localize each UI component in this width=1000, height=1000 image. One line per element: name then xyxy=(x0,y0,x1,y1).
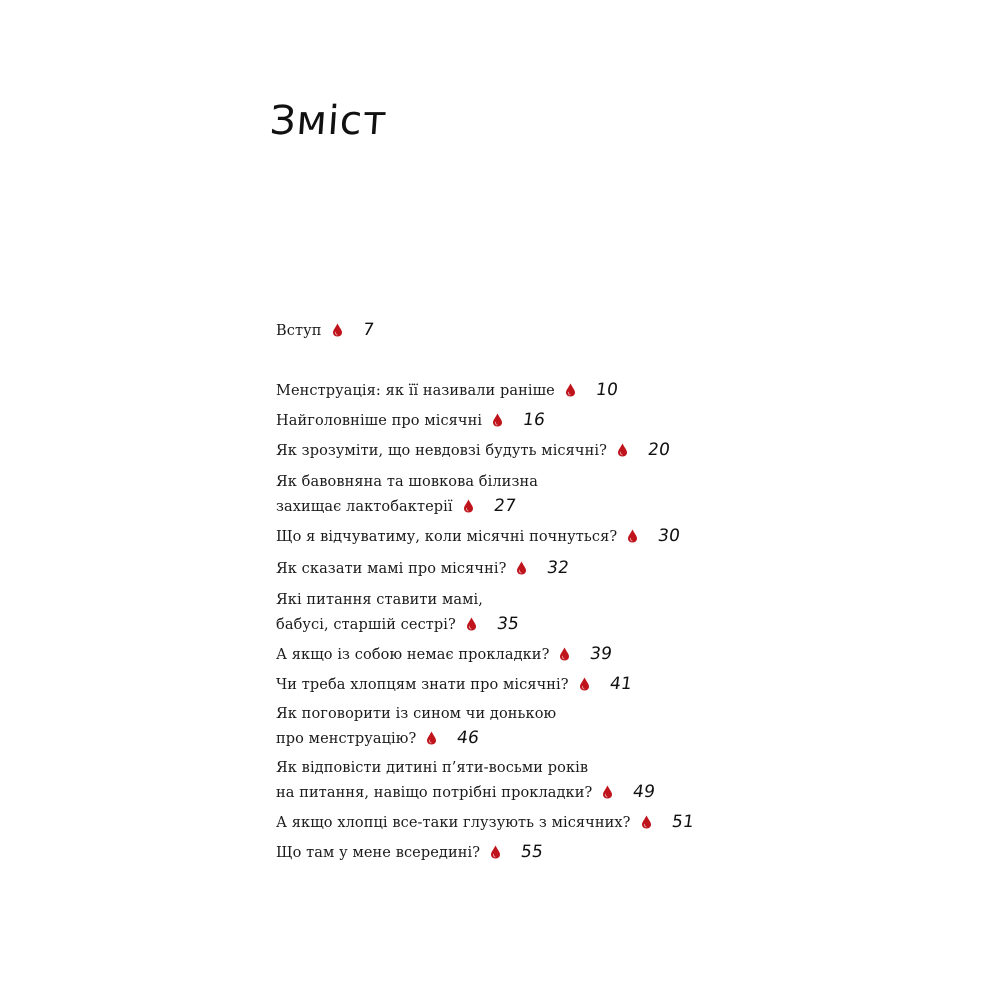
toc-entry[interactable] xyxy=(276,642,612,666)
toc-entry[interactable] xyxy=(276,840,543,864)
toc-entry[interactable] xyxy=(276,318,373,342)
toc-entry-line xyxy=(276,588,519,612)
blood-drop-icon xyxy=(492,413,503,427)
toc-entry[interactable] xyxy=(276,702,556,750)
toc-entry-title: Вступ xyxy=(276,323,322,339)
blood-drop-icon xyxy=(516,561,527,575)
toc-page-number: 10 xyxy=(594,380,620,400)
toc-entry[interactable] xyxy=(276,408,545,432)
toc-entry-line xyxy=(276,612,519,636)
toc-entry-line xyxy=(276,780,655,804)
blood-drop-icon xyxy=(426,731,437,745)
toc-entry[interactable] xyxy=(276,810,693,834)
toc-entry-line xyxy=(276,672,631,696)
toc-page-number: 51 xyxy=(670,812,695,832)
toc-entry-title: Які питання ставити мамі, xyxy=(276,592,483,608)
toc-entry-title: А якщо із собою немає прокладки? xyxy=(276,647,550,663)
toc-entry-title: про менструацію? xyxy=(276,731,417,747)
toc-page-number: 7 xyxy=(361,320,375,340)
toc-entry-title: А якщо хлопці все-таки глузують з місячних? xyxy=(276,815,631,831)
toc-entry[interactable] xyxy=(276,438,670,462)
blood-drop-icon xyxy=(463,499,474,513)
toc-page-number: 35 xyxy=(495,614,521,634)
toc-entry-title: Найголовніше про місячні xyxy=(276,413,483,429)
toc-page-number: 16 xyxy=(521,410,547,430)
toc-page-number: 30 xyxy=(656,526,682,546)
toc-entry-title: Що я відчуватиму, коли місячні почнуться? xyxy=(276,529,618,545)
toc-entry-line xyxy=(276,702,556,726)
toc-entry[interactable] xyxy=(276,378,618,402)
blood-drop-icon xyxy=(559,647,570,661)
toc-entry-line xyxy=(276,470,538,494)
toc-entry-line xyxy=(276,840,543,864)
toc-entry[interactable] xyxy=(276,556,569,580)
toc-entry-line xyxy=(276,438,670,462)
toc-entry[interactable] xyxy=(276,756,655,804)
toc-page-number: 46 xyxy=(455,728,481,748)
toc-entry-line xyxy=(276,756,655,780)
blood-drop-icon xyxy=(565,383,576,397)
blood-drop-icon xyxy=(466,617,477,631)
toc-entry-line xyxy=(276,408,545,432)
toc-entry-title: Як поговорити із сином чи донькою xyxy=(276,706,557,722)
toc-entry[interactable] xyxy=(276,524,680,548)
table-of-contents xyxy=(276,0,956,1000)
toc-entry-line xyxy=(276,378,618,402)
toc-entry-line xyxy=(276,726,556,750)
toc-entry-title: Як зрозуміти, що невдовзі будуть місячні? xyxy=(276,443,607,459)
toc-entry-line xyxy=(276,524,680,548)
toc-entry-title: Як відповісти дитині п’яти-восьми років xyxy=(276,760,589,776)
toc-entry-title: Як бавовняна та шовкова білизна xyxy=(276,474,538,490)
toc-entry-title: Що там у мене всередині? xyxy=(276,845,481,861)
toc-entry-title: Як сказати мамі про місячні? xyxy=(276,561,507,577)
toc-page-number: 32 xyxy=(546,558,571,578)
toc-entry-title: Чи треба хлопцям знати про місячні? xyxy=(276,677,569,693)
blood-drop-icon xyxy=(332,323,343,337)
blood-drop-icon xyxy=(617,443,628,457)
toc-page-number: 39 xyxy=(589,644,614,664)
toc-page-number: 55 xyxy=(519,842,545,862)
toc-entry[interactable] xyxy=(276,588,519,636)
toc-page-number: 49 xyxy=(631,782,657,802)
toc-entry-line xyxy=(276,494,538,518)
toc-entry[interactable] xyxy=(276,672,631,696)
blood-drop-icon xyxy=(490,845,501,859)
toc-page-number: 41 xyxy=(608,674,633,694)
blood-drop-icon xyxy=(602,785,613,799)
toc-entry-line xyxy=(276,642,612,666)
toc-entry-line xyxy=(276,810,693,834)
blood-drop-icon xyxy=(579,677,590,691)
toc-entry-title: бабусі, старшій сестрі? xyxy=(276,617,456,633)
toc-entry-title: Менструація: як її називали раніше xyxy=(276,383,555,399)
toc-entry-title: захищає лактобактерії xyxy=(276,499,453,515)
toc-entry-line xyxy=(276,556,569,580)
toc-entry-line xyxy=(276,318,373,342)
page-title: Зміст xyxy=(268,98,389,144)
toc-page-number: 27 xyxy=(492,496,517,516)
toc-entry-title: на питання, навіщо потрібні прокладки? xyxy=(276,785,593,801)
blood-drop-icon xyxy=(627,529,638,543)
toc-page-number: 20 xyxy=(646,440,672,460)
toc-entry[interactable] xyxy=(276,470,538,518)
blood-drop-icon xyxy=(641,815,652,829)
